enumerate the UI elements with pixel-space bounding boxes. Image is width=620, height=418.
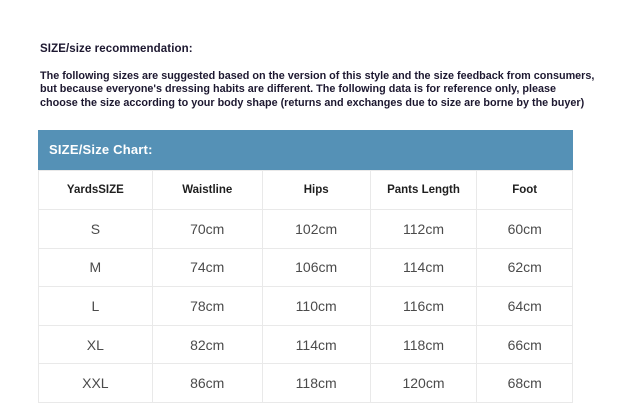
size-recommendation-text xyxy=(40,70,595,110)
column-header: Pants Length xyxy=(370,171,477,210)
size-label-cell: XXL xyxy=(39,364,153,403)
size-label-cell: L xyxy=(39,287,153,326)
measurement-cell: 116cm xyxy=(370,287,477,326)
measurement-cell: 120cm xyxy=(370,364,477,403)
measurement-cell: 78cm xyxy=(152,287,262,326)
column-header: Waistline xyxy=(152,171,262,210)
measurement-cell: 82cm xyxy=(152,325,262,364)
size-chart-table xyxy=(38,170,573,403)
measurement-cell: 114cm xyxy=(262,325,370,364)
measurement-cell: 86cm xyxy=(152,364,262,403)
measurement-cell: 74cm xyxy=(152,248,262,287)
table-row xyxy=(39,325,573,364)
measurement-cell: 110cm xyxy=(262,287,370,326)
measurement-cell: 114cm xyxy=(370,248,477,287)
recommendation-line-3: choose the size according to your body shape (returns and exchanges due to size are borne by the buyer) xyxy=(40,96,585,109)
measurement-cell: 118cm xyxy=(370,325,477,364)
size-chart-section xyxy=(38,130,573,403)
measurement-cell: 102cm xyxy=(262,210,370,249)
column-header: Hips xyxy=(262,171,370,210)
size-chart-header: SIZE/Size Chart: xyxy=(38,130,573,170)
column-header: Foot xyxy=(477,171,573,210)
measurement-cell: 66cm xyxy=(477,325,573,364)
measurement-cell: 118cm xyxy=(262,364,370,403)
size-label-cell: S xyxy=(39,210,153,249)
column-header: YardsSIZE xyxy=(39,171,153,210)
measurement-cell: 62cm xyxy=(477,248,573,287)
recommendation-line-2: but because everyone's dressing habits are different. The following data is for reference only, please xyxy=(40,83,556,96)
size-label-cell: XL xyxy=(39,325,153,364)
table-header-row xyxy=(39,171,573,210)
measurement-cell: 68cm xyxy=(477,364,573,403)
measurement-cell: 60cm xyxy=(477,210,573,249)
measurement-cell: 70cm xyxy=(152,210,262,249)
size-table-body xyxy=(39,210,573,403)
recommendation-line-1: The following sizes are suggested based on the version of this style and the size feedback from consumers, xyxy=(40,70,595,82)
measurement-cell: 106cm xyxy=(262,248,370,287)
table-row xyxy=(39,287,573,326)
table-row xyxy=(39,210,573,249)
measurement-cell: 64cm xyxy=(477,287,573,326)
table-row xyxy=(39,248,573,287)
size-recommendation-title: SIZE/size recommendation: xyxy=(40,43,193,55)
table-row xyxy=(39,364,573,403)
measurement-cell: 112cm xyxy=(370,210,477,249)
size-label-cell: M xyxy=(39,248,153,287)
